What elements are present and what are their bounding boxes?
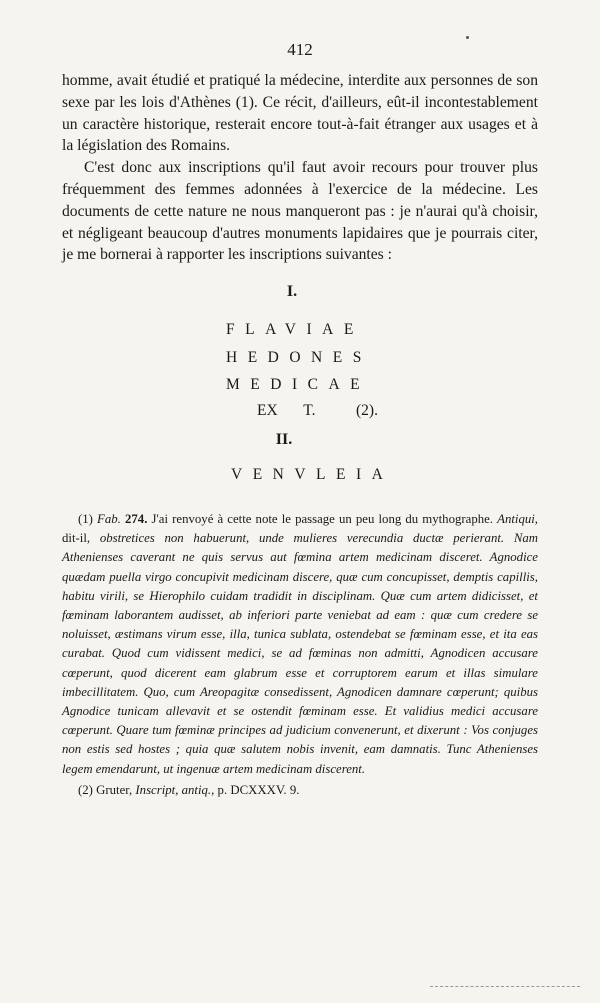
inscription-1-line-3: MEDICAE (226, 376, 371, 393)
page-number: 412 (287, 40, 313, 59)
inscription-1-line-1: FLAVIAE (226, 321, 364, 338)
footnote-2-page: p. DCXXXV. 9. (217, 782, 300, 797)
footnote-2-marker: (2) (78, 782, 93, 797)
inscription-1-numeral: I. (286, 283, 298, 300)
inscription-2-line-1: VENVLEIA (231, 466, 394, 483)
footnote-2-author: Gruter, (96, 782, 133, 797)
footnote-1-source-number: 274. (125, 512, 148, 526)
dashed-rule (430, 986, 580, 989)
footnote-2-work: Inscript, antiq., (135, 782, 215, 797)
dot-mark (466, 36, 469, 39)
footnotes (62, 510, 538, 800)
inscription-2-numeral: II. (275, 431, 293, 448)
footnote-1-text-2: dit-il, (62, 531, 100, 546)
inscription-1-reference: (2). (356, 402, 378, 419)
paragraph-1: homme, avait étudié et pratiqué la médecine, interdite aux personnes de son sexe par les lois d'Athènes (1). Ce récit, d'ailleurs, eût-il incontestablement un caractère historique, resterait encore tout-à-fait étranger aux usages et à la législation des Romains. (62, 72, 538, 155)
footnote-1-marker: (1) (78, 512, 93, 526)
paragraph-2: C'est donc aux inscriptions qu'il faut avoir recours pour trouver plus fréquemment des femmes adonnées à l'exercice de la médecine. Les documents de cette nature ne nous manqueront pas : je n'aurai qu'à choisir, et négligeant beaucoup d'autres monuments lapidaires que je pourrais citer, je me bornerai à rapporter les inscriptions suivantes : (62, 159, 538, 264)
footnote-1-text-1: J'ai renvoyé à cette note le passage un peu long du mythographe. (147, 512, 498, 526)
body-text (62, 70, 538, 266)
footnote-1-quote-1: Antiqui, (497, 512, 539, 526)
footnote-1-source: Fab. (97, 512, 121, 526)
footnote-1-quote-2: obstretices non habuerunt, unde mulieres verecundia ductæ perierant. Nam Athenienses caverant ne quis servus aut fœmina artem medicinam disceret. Agnodice quædam puella virgo concupivit medicinam discere, quæ cum concupisset, demptis capillis, habitu virili, se Hierophilo cuidam tradidit in disciplinam. Quæ cum artem didicisset, et fœminam laborantem audisset, ab inferiori parte veniebat ad eam : quæ cum credere se noluisset, æstimans virum esse, illa, tunica sublata, ostendebat se fœminam esse, et ita eas curabat. Quod cum vidissent medici, se ad fœminas non admitti, Agnodicen accusare cœperunt, quod dicerent eam glabrum esse et corruptorem earum et illas simulare imbecillitatem. Quo, cum Areopagitæ consedissent, Agnodicen damnare cœperunt; quibus Agnodice tunicam allevavit et se ostendit fœminam esse. Et validius medici accusare cœperunt. Quare tum fœminæ principes ad judicium convenerunt, et dixerunt : Vos conjuges non estis sed hostes ; quia quæ salutem nobis invenit, eam damnatis. Tunc Athenienses legem emendarunt, ut ingenuæ artem medicinam discerent. (62, 531, 538, 776)
footnote-2 (62, 781, 538, 800)
inscription-1-line-2: HEDONES (226, 349, 372, 366)
inscription-1-ext: EX T. (257, 402, 316, 419)
footnote-1 (62, 510, 538, 779)
